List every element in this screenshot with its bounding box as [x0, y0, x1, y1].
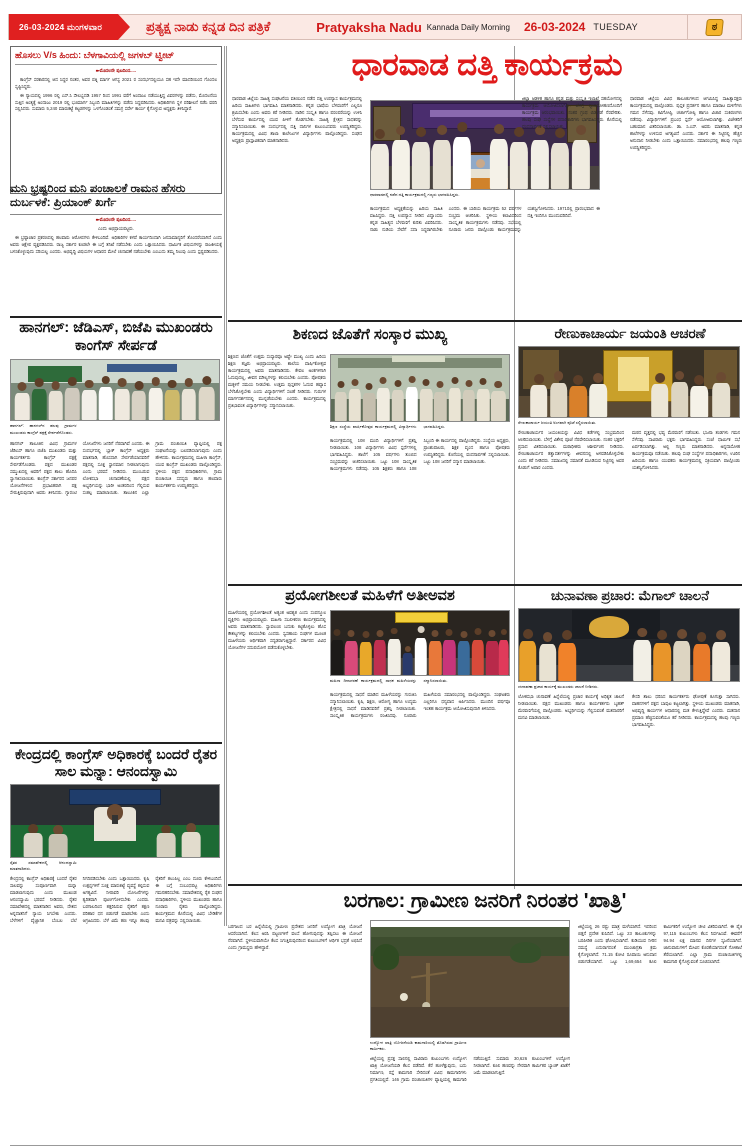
story-kendra-body: ಕೇಂದ್ರದಲ್ಲಿ ಕಾಂಗ್ರೆಸ್ ಅಧಿಕಾರಕ್ಕೆ ಬಂದರೆ ರೈತರ ಸಾಲವನ್ನು ಸಂಪೂರ್ಣವಾಗಿ ಮನ್ನಾ ಮಾಡಲಾಗುವುದು ಎಂದು ಮುಖಂಡ ಆನಂದಸ್ವಾಮಿ ಭರವಸೆ ನೀಡಿದರು. ರೈತರ ಸಮಾವೇಶದಲ್ಲಿ ಮಾತನಾಡಿದ ಅವರು, ದೇಶದ ಅನ್ನದಾತನಿಗೆ ನ್ಯಾಯ ಸಿಗಬೇಕು ಎಂದರು. ಬೆಳೆಗಳಿಗೆ ವೈಜ್ಞಾನಿಕ ಬೆಂಬಲ ಬೆಲೆ ನಿಗದಿಪಡಿಸಬೇಕು ಎಂದು ಒತ್ತಾಯಿಸಿದರು. ಕೃಷಿ ಉತ್ಪನ್ನಗಳಿಗೆ ಸೂಕ್ತ ಮಾರುಕಟ್ಟೆ ವ್ಯವಸ್ಥೆ ಕಲ್ಪಿಸುವ ಅಗತ್ಯವಿದೆ. ನೀರಾವರಿ ಯೋಜನೆಗಳನ್ನು ತ್ವರಿತವಾಗಿ ಪೂರ್ಣಗೊಳಿಸಬೇಕು ಎಂದರು. ಬರಗಾಲದಿಂದ ತತ್ತರಿಸಿರುವ ರೈತರಿಗೆ ತಕ್ಷಣ ಪರಿಹಾರ ಧನ ಬಿಡುಗಡೆ ಮಾಡಬೇಕು ಎಂದು ಆಗ್ರಹಿಸಿದರು. ಬೆಳೆ ವಿಮೆ ಹಣ ಇನ್ನೂ ಹಲವು ರೈತರಿಗೆ ತಲುಪಿಲ್ಲ ಎಂಬ ದೂರು ಕೇಳಿಬಂದಿದೆ. ಈ ಬಗ್ಗೆ ಸಂಬಂಧಪಟ್ಟ ಅಧಿಕಾರಿಗಳು ಗಮನಹರಿಸಬೇಕು. ಸಮಾವೇಶದಲ್ಲಿ ರೈತ ಸಂಘದ ಪದಾಧಿಕಾರಿಗಳು, ಸ್ಥಳೀಯ ಮುಖಂಡರು ಹಾಗೂ ನೂರಾರು ರೈತರು ಪಾಲ್ಗೊಂಡಿದ್ದರು. ಕಾರ್ಯಕ್ರಮದ ಕೊನೆಯಲ್ಲಿ ವಿವಿಧ ಬೇಡಿಕೆಗಳ ಮನವಿ ಪತ್ರವನ್ನು ಸಲ್ಲಿಸಲಾಯಿತು. — [10, 876, 222, 923]
story-shikshana-col2: ಕಾರ್ಯಕ್ರಮದಲ್ಲಿ 108 ಮಂದಿ ವಿದ್ಯಾರ್ಥಿಗಳಿಗೆ ಪ್ರಶಸ್ತಿ ನೀಡಲಾಯಿತು. 108 ವಿದ್ಯಾರ್ಥಿಗಳು ವಿವಿಧ ಸ್ಪರ್ಧೆಗಳಲ್ಲಿ ಭಾಗವಹಿಸಿದ್ದರು. ಶಾಲೆಗೆ 105 ವರ್ಷಗಳು ತುಂಬಿದ ಸಂಭ್ರಮವನ್ನು ಆಚರಿಸಲಾಯಿತು. ಒಟ್ಟು 108 ಸಾಂಸ್ಕೃತಿಕ ಕಾರ್ಯಕ್ರಮಗಳು ನಡೆದವು. 105 ಶಿಕ್ಷಕರು ಹಾಗೂ 108 ಸಿಬ್ಬಂದಿ ಈ ಕಾರ್ಯದಲ್ಲಿ ಪಾಲ್ಗೊಂಡಿದ್ದರು. ಸಂಸ್ಥೆಯ ಅಧ್ಯಕ್ಷರು, ಪ್ರಾಂಶುಪಾಲರು, ಶಿಕ್ಷಕ ವೃಂದ ಹಾಗೂ ಪೋಷಕರು ಉಪಸ್ಥಿತರಿದ್ದರು. ಕೊನೆಯಲ್ಲಿ ವಂದನಾರ್ಪಣೆ ಸಲ್ಲಿಸಲಾಯಿತು. ಒಟ್ಟು 108 ಜನರಿಗೆ ಸನ್ಮಾನ ಮಾಡಲಾಯಿತು. — [330, 438, 510, 471]
story-baragala-headline[interactable]: ಬರಗಾಲ: ಗ್ರಾಮೀಣ ಜನರಿಗೆ ನಿರಂತರ 'ಖಾತ್ರಿ' — [343, 890, 627, 912]
masthead-day: TUESDAY — [593, 22, 638, 32]
story-chunavana — [518, 588, 742, 727]
story-topleft2-byline: ಎಂದು ಅಭಿಪ್ರಾಯಪಟ್ಟರು. — [98, 225, 134, 231]
masthead-english-subtitle: Kannada Daily Morning — [426, 22, 510, 32]
story-mahile-photo — [330, 610, 510, 676]
story-renuka-caption: ರೇಣುಕಾಚಾರ್ಯ ಜಯಂತಿ ಅಂಗವಾಗಿ ಪೂಜೆ ಸಲ್ಲಿಸಲಾಯಿತು. — [518, 420, 597, 426]
story-kendra-headline[interactable]: ಕೇಂದ್ರದಲ್ಲಿ ಕಾಂಗ್ರೆಸ್ ಅಧಿಕಾರಕ್ಕೆ ಬಂದರೆ ರೈತರ ಸಾಲ ಮನ್ನಾ: ಆನಂದಸ್ವಾಮಿ — [14, 746, 218, 780]
story-chunavana-photo — [518, 608, 740, 682]
story-baragala — [228, 890, 742, 1082]
story-hanagal-headline[interactable]: ಹಾನಗಲ್: ಜೆಡಿಎಸ್, ಬಿಜೆಪಿ ಮುಖಂಡರು ಕಾಂಗೆಸ್ ಸೇರ್ಪಡೆ — [19, 320, 213, 354]
story-renuka — [518, 326, 742, 470]
section-rule-a2 — [10, 742, 222, 744]
story-topleft-body — [15, 68, 217, 186]
story-shikshana-photo — [330, 354, 510, 422]
story-renuka-headline[interactable]: ರೇಣುಕಾಚಾರ್ಯ ಜಯಂತಿ ಆಚರಣೆ — [554, 326, 706, 341]
lead-story — [232, 48, 742, 83]
story-kendra-photo — [10, 784, 220, 858]
story-mahile-col2: ಕಾರ್ಯಕ್ರಮದಲ್ಲಿ ಸಾಧನೆ ಮಾಡಿದ ಮಹಿಳೆಯರನ್ನು ಗುರುತಿಸಿ ಸನ್ಮಾನಿಸಲಾಯಿತು. ಕೃಷಿ, ಶಿಕ್ಷಣ, ಆರೋಗ್ಯ ಹಾಗೂ ಉದ್ಯಮ ಕ್ಷೇತ್ರದಲ್ಲಿ ಸಾಧನೆ ಮಾಡಿದವರಿಗೆ ಪ್ರಶಸ್ತಿ ನೀಡಲಾಯಿತು. ಸಾಂಸ್ಕೃತಿಕ ಕಾರ್ಯಕ್ರಮಗಳು ರಂಜಿಸಿದವು. ನೂರಾರು ಮಹಿಳೆಯರು ಸಮಾರಂಭದಲ್ಲಿ ಪಾಲ್ಗೊಂಡಿದ್ದರು. ಸಂಘಟಕರು ಎಲ್ಲರಿಗೂ ಧನ್ಯವಾದ ಅರ್ಪಿಸಿದರು. ಮುಂದಿನ ವರ್ಷವೂ ಇಂತಹ ಕಾರ್ಯಕ್ರಮ ಆಯೋಜಿಸುವುದಾಗಿ ತಿಳಿಸಿದರು. — [330, 692, 510, 718]
story-topleft-para2: ಈ ನ್ಯಾಯದಲ್ಲಿ 1996 ರಲ್ಲಿ ಎಸ್.ಸಿ ಸೌಲಭ್ಯದಡಿ 1957 ರಿಂದ 1991 ವರೆಗೆ ಅಂದಾಜು ನಡೆಯುತ್ತಿದ್ದ ವಿವರಗಳನ್ನು ಪಡೆದು, ಮೊದಲನೆಯ ಸುತ್ತಿನ ಅಂತ್ಯಕ್ಕೆ ಅಂದಾಜು 2019 ರಲ್ಲಿ ಭೂಮಾರ್ಗ ಸಿಬ್ಬಂದಿ ಮಾಹಿತಿಗಳನ್ನು ಪಡೆದು ಸಿದ್ಧಪಡಿಸಿದರು. ಅಧಿಕಾರಿಗಳು ಸ್ಥಳ ಪರಿಶೀಲನೆ ನಡೆಸಿ ವರದಿ ಸಲ್ಲಿಸಿದರು. ಸುಮಾರು 5,240 ಮಾರುಕಟ್ಟೆ ಕಟ್ಟಡಗಳನ್ನು ಒಳಗೊಂಡಂತೆ ಸಮಗ್ರ ಸರ್ವೇ ಕಾರ್ಯ ಕೈಗೊಳ್ಳುವ ಅಧ್ಯಕ್ಷರು ತಿಳಿಸಿದ್ದಾರೆ. — [15, 92, 217, 112]
story-baragala-col1: ಬರಗಾಲದ ಬರ ಹಿನ್ನೆಲೆಯಲ್ಲಿ ಗ್ರಾಮೀಣ ಪ್ರದೇಶದ ಜನರಿಗೆ ಉದ್ಯೋಗ ಖಾತ್ರಿ ಯೋಜನೆ ಆಸರೆಯಾಗಿದೆ. ಕೆಲಸ ಅರಸಿ ಪಟ್ಟಣಗಳಿಗೆ ವಲಸೆ ಹೋಗುವುದನ್ನು ತಪ್ಪಿಸಲು ಈ ಯೋಜನೆ ನೆರವಾಗಿದೆ. ಸ್ಥಳೀಯವಾಗಿಯೇ ಕೆಲಸ ಸಿಗುತ್ತಿರುವುದರಿಂದ ಕುಟುಂಬಗಳಿಗೆ ಆರ್ಥಿಕ ಭದ್ರತೆ ಲಭಿಸಿದೆ ಎಂದು ಗ್ರಾಮಸ್ಥರು ಹೇಳಿದ್ದಾರೆ. — [228, 924, 362, 950]
story-hanagal — [10, 320, 222, 746]
story-chunavana-caption: ಚುನಾವಣಾ ಪ್ರಚಾರ ಕಾರ್ಯಕ್ಕೆ ಮುಖಂಡರು ಚಾಲನೆ ನೀಡಿದರು. — [518, 683, 599, 689]
story-hanagal-body: ಹಾನಗಲ್ ತಾಲೂಕಿನ ವಿವಿಧ ಗ್ರಾಮಗಳ ಜೆಡಿಎಸ್ ಹಾಗೂ ಬಿಜೆಪಿ ಮುಖಂಡರು ಮತ್ತು ಕಾರ್ಯಕರ್ತರು ಕಾಂಗ್ರೆಸ್ ಪಕ್ಷಕ್ಕೆ ಸೇರ್ಪಡೆಗೊಂಡರು. ಪಕ್ಷದ ಮುಖಂಡರ ಸಮ್ಮುಖದಲ್ಲಿ ಅವರಿಗೆ ಪಕ್ಷದ ಶಾಲು ಹೊದಿಸಿ ಸ್ವಾಗತಿಸಲಾಯಿತು. ಕಾಂಗ್ರೆಸ್ ಸರ್ಕಾರದ ಜನಪರ ಯೋಜನೆಗಳಿಂದ ಪ್ರಭಾವಿತರಾಗಿ ಪಕ್ಷ ಸೇರುತ್ತಿರುವುದಾಗಿ ಅವರು ತಿಳಿಸಿದರು. ಗ್ಯಾರಂಟಿ ಯೋಜನೆಗಳು ಜನರಿಗೆ ನೆರವಾಗಿವೆ ಎಂದರು. ಈ ಸಂದರ್ಭದಲ್ಲಿ ಬ್ಲಾಕ್ ಕಾಂಗ್ರೆಸ್ ಅಧ್ಯಕ್ಷರು ಮಾತನಾಡಿ, ಹೊಸದಾಗಿ ಸೇರ್ಪಡೆಯಾದವರಿಗೆ ಪಕ್ಷದಲ್ಲಿ ಸೂಕ್ತ ಸ್ಥಾನಮಾನ ನೀಡಲಾಗುವುದು ಎಂದು ಭರವಸೆ ನೀಡಿದರು. ಮುಂಬರುವ ಲೋಕಸಭಾ ಚುನಾವಣೆಯಲ್ಲಿ ಪಕ್ಷದ ಅಭ್ಯರ್ಥಿಯನ್ನು ಭಾರೀ ಅಂತರದಿಂದ ಗೆಲ್ಲಿಸುವ ಸಂಕಲ್ಪ ಮಾಡಲಾಯಿತು. ತಾಲೂಕಿನ ಎಲ್ಲಾ ಗ್ರಾಮ ಪಂಚಾಯಿತಿ ವ್ಯಾಪ್ತಿಯಲ್ಲಿ ಪಕ್ಷ ಸಂಘಟನೆಯನ್ನು ಬಲಪಡಿಸಲಾಗುವುದು ಎಂದು ಹೇಳಿದರು. ಕಾರ್ಯಕ್ರಮದಲ್ಲಿ ಮಹಿಳಾ ಕಾಂಗ್ರೆಸ್, ಯುವ ಕಾಂಗ್ರೆಸ್ ಮುಖಂಡರು ಪಾಲ್ಗೊಂಡಿದ್ದರು. ಸ್ಥಳೀಯ ಪಕ್ಷದ ಪದಾಧಿಕಾರಿಗಳು, ಗ್ರಾಮ ಪಂಚಾಯಿತಿ ಸದಸ್ಯರು ಹಾಗೂ ಹಲವಾರು ಕಾರ್ಯಕರ್ತರು ಉಪಸ್ಥಿತರಿದ್ದರು. — [10, 441, 222, 496]
story-baragala-photo — [370, 920, 570, 1038]
lead-story-col3: ಜಿಲ್ಲಾ ಆಡಳಿತ ಹಾಗೂ ಕನ್ನಡ ಮತ್ತು ಸಂಸ್ಕೃತಿ ಇಲಾಖೆ ಸಹಯೋಗದಲ್ಲಿ ಕಾರ್ಯಕ್ರಮ ಆಯೋಜಿಸಲಾಗಿತ್ತು. ಬೆಳಿಗ್ಗೆ ಧ್ವಜಾರೋಹಣದೊಂದಿಗೆ ಕಾರ್ಯಕ್ರಮ ಆರಂಭವಾಯಿತು. ನಂತರ ಗ್ರಂಥ ಬಿಡುಗಡೆ ನೆರವೇರಿತು. ಹಲವು ಸಂಘ ಸಂಸ್ಥೆಗಳ ಪದಾಧಿಕಾರಿಗಳು ಭಾಗವಹಿಸಿದ್ದರು. ಕೊನೆಯಲ್ಲಿ ವಂದನಾರ್ಪಣೆ ಸಲ್ಲಿಸಲಾಯಿತು. — [522, 96, 622, 129]
story-topleft-box — [10, 46, 222, 194]
story-mahile-caption: ಮಹಿಳಾ ದಿನಾಚರಣೆ ಕಾರ್ಯಕ್ರಮದಲ್ಲಿ ಸಾಧಕ ಮಹಿಳೆಯರನ್ನು ಸನ್ಮಾನಿಸಲಾಯಿತು. — [330, 678, 448, 683]
story-kendra-caption: ರೈತರ ಸಮಾವೇಶದಲ್ಲಿ ಆನಂದಸ್ವಾಮಿ ಮಾತನಾಡಿದರು. — [10, 860, 77, 872]
story-topleft-para1: ಕಾಂಗ್ರೆಸ್ ಸರಕಾರದಲ್ಲಿ ಆದ ಸಿದ್ಧರ ನಂತರ, ಅವರ ಪತ್ನಿ ಮಾರ್ಗ ಆಗಸ್ಟ 2021 ರ ಸಂದರ್ಭದಲ್ಲಿಯೂ ಸಹ ಇದೇ ಮಾದರಿಯಿಂದ ಗೊಂದಲ ಸೃಷ್ಟಿಸಿದ್ದರು. — [15, 76, 217, 89]
masthead-kannada-title: ಪ್ರತ್ಯಕ್ಷ ನಾಡು ಕನ್ನಡ ದಿನ ಪತ್ರಿಕೆ — [146, 19, 271, 34]
column-divider-1 — [224, 46, 225, 926]
story-topleft2-para: ಈ ಭ್ರಷ್ಟಾಚಾರ ಪ್ರಕರಣದಲ್ಲಿ ಹಲವಾರು ಆರೋಪಗಳು ಕೇಳಿಬಂದಿವೆ. ಅಧಿಕಾರಿಗಳ ಕಳಪೆ ಕಾರ್ಯದಿಂದಾಗಿ ಜನಸಾಮಾನ್ಯರಿಗೆ ತೊಂದರೆಯಾಗಿದೆ ಎಂದು ಅವರು ಆಕ್ಷೇಪ ವ್ಯಕ್ತಪಡಿಸಿದರು. ರಾಜ್ಯ ಸರ್ಕಾರ ಕೂಡಲೇ ಈ ಬಗ್ಗೆ ತನಿಖೆ ನಡೆಸಬೇಕು ಎಂದು ಒತ್ತಾಯಿಸಿದರು. ಧಾರ್ಮಿಕ ವಿಷಯಗಳನ್ನು ರಾಜಕೀಯಕ್ಕೆ ಬಳಸಿಕೊಳ್ಳುವುದು ಸರಿಯಲ್ಲ ಎಂದರು. ಅಭಿವೃದ್ಧಿ ವಿಷಯಗಳ ಆಧಾರದ ಮೇಲೆ ಚುನಾವಣೆ ನಡೆಯಬೇಕು ಎಂಬುದು ತಮ್ಮ ನಿಲುವು ಎಂದು ಸ್ಪಷ್ಟಪಡಿಸಿದರು. — [10, 234, 222, 254]
section-rule-b3 — [228, 884, 742, 886]
lead-story-col2: ಕಾರ್ಯಕ್ರಮದ ಅಧ್ಯಕ್ಷತೆಯನ್ನು ಹಿರಿಯ ಸಾಹಿತಿ ವಹಿಸಿದ್ದರು. ದತ್ತಿ ಉಪನ್ಯಾಸ ನೀಡಿದ ವಿದ್ವಾಂಸರು ಕನ್ನಡ ಸಾಹಿತ್ಯದ ಬೆಳವಣಿಗೆ ಕುರಿತು ವಿವರಿಸಿದರು. ನಾಡು ನುಡಿಯ ಸೇವೆಗೆ ಸದಾ ಸಿದ್ಧರಾಗಿರಬೇಕು ಎಂದರು. ಈ ಬಾರಿಯ ಕಾರ್ಯಕ್ರಮ 52 ವರ್ಷಗಳ ಸಂಭ್ರಮ ಆಚರಿಸಿತು. ಸ್ಥಳೀಯ ಕಲಾವಿದರಿಂದ ಸಾಂಸ್ಕೃತಿಕ ಕಾರ್ಯಕ್ರಮಗಳು ನಡೆದವು. ಸಭೆಯಲ್ಲಿ ನೂರಾರು ಜನರು ಪಾಲ್ಗೊಂಡು ಕಾರ್ಯಕ್ರಮವನ್ನು ಯಶಸ್ವಿಗೊಳಿಸಿದರು. 1971ರಲ್ಲಿ ಪ್ರಾರಂಭವಾದ ಈ ದತ್ತಿ ಇಂದಿಗೂ ಮುಂದುವರಿದಿದೆ. — [370, 206, 600, 232]
rule — [10, 214, 222, 215]
story-chunavana-headline[interactable]: ಚುನಾವಣಾ ಪ್ರಚಾರ: ಮೆಗಾಲ್ ಚಾಲನೆ — [551, 588, 709, 603]
story-topleft2-headline[interactable]: ಮನಿ ಭ್ರಷ್ಟರಿಂದ ಮನಿ ಪಂಚಾಲಕೆ ರಾಮನ ಹೆಸರು ದುರ್ಬಳಕೆ: ಪ್ರಿಯಾಂಕ್ ಖರ್ಗೆ — [10, 183, 186, 210]
story-topleft2 — [10, 182, 222, 314]
story-shikshana-col1: ಶಿಕ್ಷಣದ ಜೊತೆಗೆ ಉತ್ತಮ ಸಂಸ್ಕಾರವೂ ಅಷ್ಟೇ ಮುಖ್ಯ ಎಂದು ಹಿರಿಯ ಶಿಕ್ಷಣ ತಜ್ಞರು ಅಭಿಪ್ರಾಯಪಟ್ಟರು. ಶಾಲೆಯ ವಾರ್ಷಿಕೋತ್ಸವ ಕಾರ್ಯಕ್ರಮದಲ್ಲಿ ಅವರು ಮಾತನಾಡಿದರು. ಕೇವಲ ಅಂಕಗಳಿಗಾಗಿ ಓದುವುದಲ್ಲ, ಜೀವನ ಮೌಲ್ಯಗಳನ್ನು ಕಲಿಯಬೇಕು ಎಂದರು. ಪೋಷಕರು ಮಕ್ಕಳಿಗೆ ಸಮಯ ನೀಡಬೇಕು. ಉತ್ತಮ ಪುಸ್ತಕಗಳ ಓದುವ ಹವ್ಯಾಸ ಬೆಳೆಸಿಕೊಳ್ಳಬೇಕು ಎಂದು ವಿದ್ಯಾರ್ಥಿಗಳಿಗೆ ಸಲಹೆ ನೀಡಿದರು. ಗುರುಗಳ ಮಾರ್ಗದರ್ಶನದಲ್ಲಿ ಮುನ್ನಡೆಯಬೇಕು ಎಂದರು. ಕಾರ್ಯಕ್ರಮದಲ್ಲಿ ಪ್ರತಿಭಾವಂತ ವಿದ್ಯಾರ್ಥಿಗಳನ್ನು ಸನ್ಮಾನಿಸಲಾಯಿತು. — [228, 354, 326, 408]
masthead-logo-cell — [687, 14, 741, 40]
story-topleft2-continued: ➨ಮೊದಲನೇ ಪುಟದಿಂದ..... — [95, 216, 137, 222]
lead-story-col1: ಧಾರವಾಡ ಜಿಲ್ಲೆಯ ಸಾಹಿತ್ಯ ಸಂಘಟನೆಯ ವತಿಯಿಂದ ನಡೆದ ದತ್ತಿ ಉಪನ್ಯಾಸ ಕಾರ್ಯಕ್ರಮದಲ್ಲಿ ಹಿರಿಯ ಸಾಹಿತಿಗಳು ಭಾಗವಹಿಸಿ ಮಾತನಾಡಿದರು. ಕನ್ನಡ ಭಾಷೆಯ ಬೆಳವಣಿಗೆಗೆ ಎಲ್ಲರೂ ಶ್ರಮಿಸಬೇಕು ಎಂದು ಅವರು ಕರೆ ನೀಡಿದರು. ನಾಡಿನ ಸಂಸ್ಕೃತಿ ಹಾಗೂ ಪರಂಪರೆಯನ್ನು ಉಳಿಸಿ ಬೆಳೆಸುವ ಕಾರ್ಯದಲ್ಲಿ ಯುವ ಪೀಳಿಗೆ ತೊಡಗಬೇಕು. ಸಾಹಿತ್ಯ ಕ್ಷೇತ್ರದ ಸಾಧಕರನ್ನು ಸನ್ಮಾನಿಸಲಾಯಿತು. ಈ ಸಂದರ್ಭದಲ್ಲಿ ದತ್ತಿ ದಾನಿಗಳ ಕುಟುಂಬದವರು ಉಪಸ್ಥಿತರಿದ್ದರು. ಕಾರ್ಯಕ್ರಮದಲ್ಲಿ ವಿವಿಧ ಶಾಲಾ ಕಾಲೇಜುಗಳ ವಿದ್ಯಾರ್ಥಿಗಳು ಪಾಲ್ಗೊಂಡಿದ್ದರು. ಸಂಘದ ಅಧ್ಯಕ್ಷರು ಪ್ರಾಸ್ತಾವಿಕವಾಗಿ ಮಾತನಾಡಿದರು. — [232, 96, 362, 143]
column-divider-1b — [226, 46, 227, 926]
story-kendra — [10, 746, 222, 1108]
story-mahile-headline[interactable]: ಪ್ರಯೋಗಶೀಲತೆ ಮಹಿಳೆಗೆ ಅತೀಅವಶ — [285, 588, 455, 604]
lead-story-caption: ಧಾರವಾಡದಲ್ಲಿ ನಡೆದ ದತ್ತಿ ಕಾರ್ಯಕ್ರಮದಲ್ಲಿ ಗಣ್ಯರು ಭಾಗವಹಿಸಿದ್ದರು. — [370, 192, 460, 197]
story-topleft2-body — [10, 217, 222, 317]
story-shikshana-caption: ಶಿಕ್ಷಣ ಸಂಸ್ಥೆಯ ವಾರ್ಷಿಕೋತ್ಸವ ಕಾರ್ಯಕ್ರಮದಲ್ಲಿ ವಿದ್ಯಾರ್ಥಿಗಳು ಭಾಗವಹಿಸಿದ್ದರು. — [330, 424, 446, 429]
story-baragala-col2: ಜಿಲ್ಲೆಯಲ್ಲಿ ಪ್ರಸಕ್ತ ಸಾಲಿನಲ್ಲಿ ಸಾವಿರಾರು ಕುಟುಂಬಗಳು ಉದ್ಯೋಗ ಖಾತ್ರಿ ಯೋಜನೆಯಡಿ ಕೆಲಸ ಪಡೆದಿವೆ. ಕೆರೆ ಹೂಳೆತ್ತುವುದು, ಬದು ನಿರ್ಮಾಣ, ರಸ್ತೆ ಕಾಮಗಾರಿ ಸೇರಿದಂತೆ ವಿವಿಧ ಕಾಮಗಾರಿಗಳು ಪ್ರಗತಿಯಲ್ಲಿವೆ. 146 ಗ್ರಾಮ ಪಂಚಾಯಿತಿಗಳ ವ್ಯಾಪ್ತಿಯಲ್ಲಿ ಕಾಮಗಾರಿ ನಡೆಯುತ್ತಿದೆ. ಸುಮಾರು 30,626 ಕುಟುಂಬಗಳಿಗೆ ಉದ್ಯೋಗ ನೀಡಲಾಗಿದೆ. ಕೂಲಿ ಹಣವನ್ನು ನೇರವಾಗಿ ಕಾರ್ಮಿಕರ ಬ್ಯಾಂಕ್ ಖಾತೆಗೆ ಜಮೆ ಮಾಡಲಾಗುತ್ತಿದೆ. — [370, 1056, 570, 1082]
paper-logo-icon: ಠ — [705, 19, 724, 36]
story-baragala-caption: ಉದ್ಯೋಗ ಖಾತ್ರಿ ಯೋಜನೆಯಡಿ ಕಾಮಗಾರಿಯಲ್ಲಿ ತೊಡಗಿರುವ ಗ್ರಾಮೀಣ ಕಾರ್ಮಿಕರು. — [370, 1040, 467, 1052]
story-mahile-col1: ಮಹಿಳೆಯರಲ್ಲಿ ಪ್ರಯೋಗಶೀಲತೆ ಅತ್ಯಂತ ಅವಶ್ಯಕ ಎಂದು ಸಂಪನ್ಮೂಲ ವ್ಯಕ್ತಿಗಳು ಅಭಿಪ್ರಾಯಪಟ್ಟರು. ಮಹಿಳಾ ಸಬಲೀಕರಣ ಕಾರ್ಯಕ್ರಮದಲ್ಲಿ ಅವರು ಮಾತನಾಡಿದರು. ಸ್ವಾವಲಂಬಿ ಬದುಕು ಕಟ್ಟಿಕೊಳ್ಳಲು ಹೊಸ ಕೌಶಲ್ಯಗಳನ್ನು ಕಲಿಯಬೇಕು ಎಂದರು. ಸ್ವಸಹಾಯ ಸಂಘಗಳ ಮೂಲಕ ಮಹಿಳೆಯರು ಆರ್ಥಿಕವಾಗಿ ಸದೃಢರಾಗುತ್ತಿದ್ದಾರೆ. ಸರ್ಕಾರದ ವಿವಿಧ ಯೋಜನೆಗಳ ಸದುಪಯೋಗ ಪಡೆದುಕೊಳ್ಳಬೇಕು. — [228, 610, 326, 650]
section-rule-b1 — [228, 320, 742, 322]
page-footer-rule — [10, 1145, 742, 1146]
story-chunavana-col2: ಕೇಸರಿ ಶಾಲು ಧರಿಸಿದ ಕಾರ್ಯಕರ್ತರು ಘೋಷಣೆ ಕೂಗುತ್ತಾ ಸಾಗಿದರು. ವಾಹನಗಳಿಗೆ ಪಕ್ಷದ ಬಾವುಟ ಕಟ್ಟಲಾಗಿತ್ತು. ಸ್ಥಳೀಯ ಮುಖಂಡರು ಮಾತನಾಡಿ, ಅಭಿವೃದ್ಧಿ ಕಾರ್ಯಗಳ ಆಧಾರದಲ್ಲಿ ಮತ ಕೇಳುತ್ತಿದ್ದೇವೆ ಎಂದರು. ಮತದಾನ ಪ್ರಮಾಣ ಹೆಚ್ಚಿಸುವಂತೆಯೂ ಕರೆ ನೀಡಿದರು. ಕಾರ್ಯಕ್ರಮದಲ್ಲಿ ಹಲವು ಗಣ್ಯರು ಭಾಗವಹಿಸಿದ್ದರು. — [632, 694, 740, 727]
lead-story-col4: ಧಾರವಾಡ ಜಿಲ್ಲೆಯ ವಿವಿಧ ತಾಲೂಕುಗಳಿಂದ ಆಗಮಿಸಿದ್ದ ಸಾಹಿತ್ಯಾಸಕ್ತರು ಕಾರ್ಯಕ್ರಮದಲ್ಲಿ ಪಾಲ್ಗೊಂಡರು. ಪುಸ್ತಕ ಪ್ರದರ್ಶನ ಹಾಗೂ ಮಾರಾಟ ಮಳಿಗೆಗಳು ಗಮನ ಸೆಳೆದವು. ಕವಿಗೋಷ್ಠಿ, ಚರ್ಚಾಗೋಷ್ಠಿ ಹಾಗೂ ವಿಚಾರ ಸಂಕಿರಣಗಳು ನಡೆದವು. ವಿದ್ಯಾರ್ಥಿಗಳಿಗೆ ಪ್ರಬಂಧ ಸ್ಪರ್ಧೆ ಆಯೋಜಿಸಲಾಗಿತ್ತು. ವಿಜೇತರಿಗೆ ಬಹುಮಾನ ವಿತರಿಸಲಾಯಿತು. ಡಾ. ಸಿ.ಎಸ್. ಅವರು ಮಾತನಾಡಿ, ಕನ್ನಡ ಶಾಲೆಗಳನ್ನು ಉಳಿಸುವ ಅಗತ್ಯವಿದೆ ಎಂದರು. ಸರ್ಕಾರ ಈ ನಿಟ್ಟಿನಲ್ಲಿ ಹೆಚ್ಚಿನ ಅನುದಾನ ನೀಡಬೇಕು ಎಂದು ಒತ್ತಾಯಿಸಿದರು. ಸಮಾರಂಭದಲ್ಲಿ ಹಲವು ಗಣ್ಯರು ಉಪಸ್ಥಿತರಿದ್ದರು. — [630, 96, 742, 150]
story-mahile — [228, 588, 512, 718]
story-hanagal-caption: ಹಾನಗಲ್: ಹಾನಗಲ್‌ನ ಹಲವು ಗ್ರಾಮಗಳ ಮುಖಂಡರು ಕಾಂಗ್ರೆಸ್ ಪಕ್ಷಕ್ಕೆ ಸೇರ್ಪಡೆಗೊಂಡರು. — [10, 423, 77, 435]
masthead-date-flag: 26-03-2024 ಮಂಗಳವಾರ — [9, 14, 118, 40]
story-shikshana-headline[interactable]: ಶಿಕಣದ ಜೊತೆಗೆ ಸಂಸ್ಕಾರ ಮುಖ್ಯ — [292, 326, 448, 343]
story-topleft-headline[interactable]: ಹೊಸಲು V/s ಹಿಂದು: ಬೆಳಗಾವಿಯಲ್ಲಿ ಜಗಳಬ್ ಟ್ವೀಟ್ — [15, 50, 217, 65]
section-rule-b2 — [228, 584, 742, 586]
story-shikshana — [228, 326, 512, 471]
masthead-date: 26-03-2024 — [523, 20, 586, 34]
story-chunavana-col1: ಲೋಕಸಭಾ ಚುನಾವಣೆ ಹಿನ್ನೆಲೆಯಲ್ಲಿ ಪ್ರಚಾರ ಕಾರ್ಯಕ್ಕೆ ಅಧಿಕೃತ ಚಾಲನೆ ನೀಡಲಾಯಿತು. ಪಕ್ಷದ ಮುಖಂಡರು ಹಾಗೂ ಕಾರ್ಯಕರ್ತರು ಬೃಹತ್ ಮೆರವಣಿಗೆಯಲ್ಲಿ ಪಾಲ್ಗೊಂಡರು. ಅಭ್ಯರ್ಥಿಯನ್ನು ಗೆಲ್ಲಿಸುವಂತೆ ಮತದಾರರಿಗೆ ಮನವಿ ಮಾಡಲಾಯಿತು. — [518, 694, 624, 720]
story-renuka-col2: ಮಠದ ವೃತ್ತದಲ್ಲಿ ಭವ್ಯ ಮೆರವಣಿಗೆ ನಡೆಯಿತು. ಭಜನಾ ತಂಡಗಳು ಗಮನ ಸೆಳೆದವು. ಸಾವಿರಾರು ಭಕ್ತರು ಭಾಗವಹಿಸಿದ್ದರು. ಸಂಜೆ ಧಾರ್ಮಿಕ ಸಭೆ ಏರ್ಪಡಿಸಲಾಗಿತ್ತು. ಅಲ್ಲಿ ಗಣ್ಯರು ಮಾತನಾಡಿದರು. ಅನ್ನದಾಸೋಹ ಕಾರ್ಯಕ್ರಮವೂ ನಡೆಯಿತು. ಹಲವು ಸಂಘ ಸಂಸ್ಥೆಗಳ ಪದಾಧಿಕಾರಿಗಳು, ಊರಿನ ಹಿರಿಯರು ಹಾಗೂ ಯುವಕರು ಕಾರ್ಯಕ್ರಮದಲ್ಲಿ ಸಕ್ರಿಯವಾಗಿ ಪಾಲ್ಗೊಂಡು ಯಶಸ್ವಿಗೊಳಿಸಿದರು. — [632, 430, 740, 470]
section-rule-a1 — [10, 316, 222, 318]
story-topleft-continued: ➨ಮೊದಲನೇ ಪುಟದಿಂದ..... — [95, 67, 137, 73]
masthead-english-title: Pratyaksha Nadu — [316, 19, 422, 35]
story-baragala-col3: ಜಿಲ್ಲೆಯಲ್ಲಿ 26 ರಷ್ಟು ಮಾತ್ರ ಮಳೆಯಾಗಿದೆ. ಇದರಿಂದ ಬಿತ್ತನೆ ಪ್ರದೇಶ ಕುಸಿದಿದೆ. ಒಟ್ಟು 23 ತಾಲೂಕುಗಳನ್ನು ಬರಪೀಡಿತ ಎಂದು ಘೋಷಿಸಲಾಗಿದೆ. ಕುಡಿಯುವ ನೀರಿನ ಸಮಸ್ಯೆ ಎದುರಾಗದಂತೆ ಮುಂಜಾಗ್ರತಾ ಕ್ರಮ ಕೈಗೊಳ್ಳಲಾಗಿದೆ. 71.15 ಕೋಟಿ ರೂಪಾಯಿ ಅನುದಾನ ಬಿಡುಗಡೆಯಾಗಿದೆ. ಒಟ್ಟು 1,69,654 ಕೂಲಿ ಕಾರ್ಮಿಕರಿಗೆ ಉದ್ಯೋಗ ಚೀಟಿ ವಿತರಿಸಲಾಗಿದೆ. ಈ ಪೈಕಿ 97,115 ಕುಟುಂಬಗಳು ಕೆಲಸ ನಿರ್ವಹಿಸಿವೆ. ಈವರೆಗೆ 94.94 ಲಕ್ಷ ಮಾನವ ದಿನಗಳ ಸೃಜನೆಯಾಗಿದೆ. ಜಾನುವಾರುಗಳಿಗೆ ಮೇವಿನ ಕೊರತೆಯಾಗದಂತೆ ಗೋಶಾಲೆ ತೆರೆಯಲಾಗಿದೆ. ಎಲ್ಲಾ ಗ್ರಾಮ ಪಂಚಾಯಿತಿಗಳಲ್ಲಿ ಕಾಮಗಾರಿ ಕೈಗೊಳ್ಳುವಂತೆ ಸೂಚಿಸಲಾಗಿದೆ. — [578, 924, 742, 964]
masthead — [8, 14, 742, 40]
lead-story-headline[interactable]: ಧಾರವಾಡ ದತ್ತಿ ಕಾರ್ಯಕ್ರಮ — [351, 47, 623, 82]
story-renuka-col1: ರೇಣುಕಾಚಾರ್ಯರ ಜಯಂತಿಯನ್ನು ವಿವಿಧ ಕಡೆಗಳಲ್ಲಿ ಸಂಭ್ರಮದಿಂದ ಆಚರಿಸಲಾಯಿತು. ಬೆಳಗ್ಗೆ ವಿಶೇಷ ಪೂಜೆ ನೆರವೇರಿಸಲಾಯಿತು. ನಂತರ ಭಕ್ತರಿಗೆ ಪ್ರಸಾದ ವಿತರಿಸಲಾಯಿತು. ಮಠಾಧೀಶರು ಆಶೀರ್ವಚನ ನೀಡಿದರು. ರೇಣುಕಾಚಾರ್ಯರ ತತ್ವಾದರ್ಶಗಳನ್ನು ಜೀವನದಲ್ಲಿ ಅಳವಡಿಸಿಕೊಳ್ಳಬೇಕು ಎಂದು ಕರೆ ನೀಡಿದರು. ಸಮಾಜದಲ್ಲಿ ಸಮಾನತೆ ಮೂಡಿಸುವ ನಿಟ್ಟಿನಲ್ಲಿ ಅವರ ಕೊಡುಗೆ ಅಪಾರ ಎಂದರು. — [518, 430, 624, 470]
story-renuka-photo — [518, 346, 740, 418]
story-hanagal-photo — [10, 359, 220, 421]
